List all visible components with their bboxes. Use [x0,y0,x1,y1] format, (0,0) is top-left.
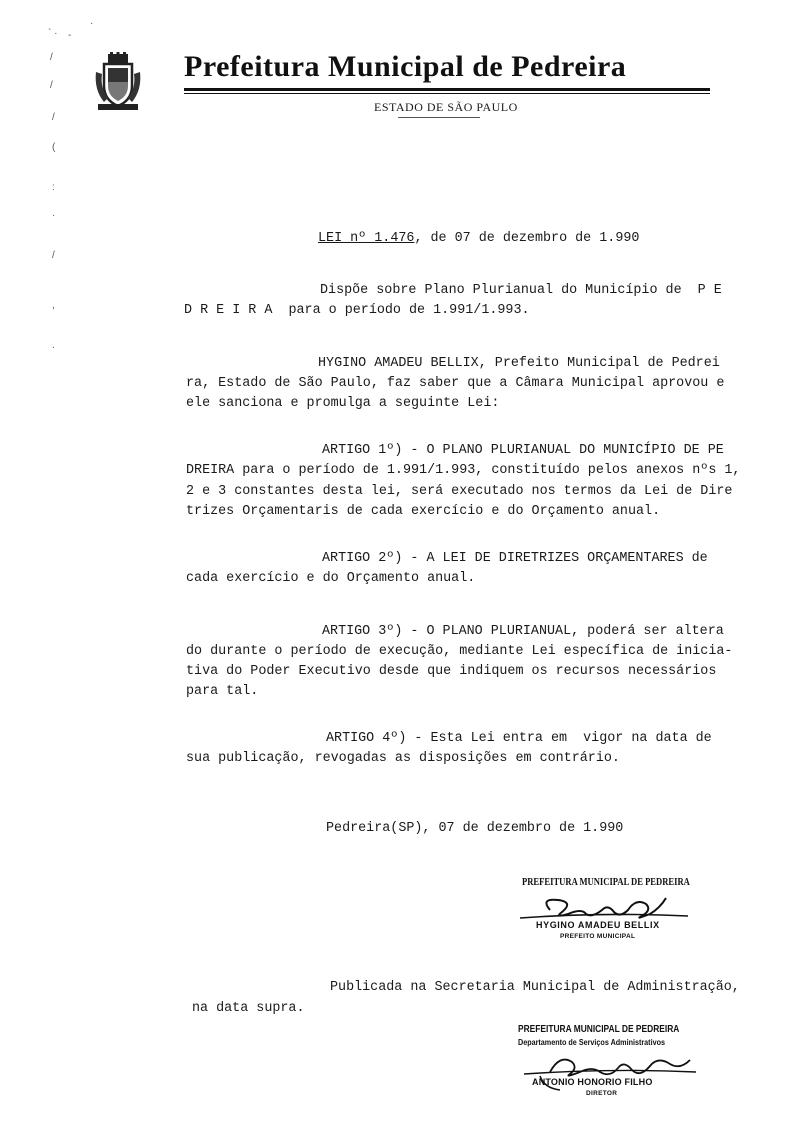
signature2-name: ANTONIO HONORIO FILHO [532,1077,653,1087]
signature1-name: HYGINO AMADEU BELLIX [536,920,660,930]
preamble-line-1: HYGINO AMADEU BELLIX, Prefeito Municipal de Pedrei [318,356,720,371]
signature1-handwritten-signature [510,888,690,924]
law-title [318,228,639,250]
article1-line-4: trizes Orçamentaris de cada exercício e do Orçamento anual. [186,504,661,519]
law-date: , de 07 de dezembro de 1.990 [414,231,640,246]
ementa-line-1: Dispõe sobre Plano Plurianual do Município de P E [320,283,722,298]
article2-line-1: ARTIGO 2º) - A LEI DE DIRETRIZES ORÇAMENTARES de [322,551,708,566]
header-rule [184,88,710,91]
preamble-line-3: ele sanciona e promulga a seguinte Lei: [186,396,500,411]
article3-line-3: tiva do Poder Executivo desde que indiquem os recursos necessários [186,664,717,679]
preamble-line-2: ra, Estado de São Paulo, faz saber que a Câmara Municipal aprovou e [186,376,725,391]
state-label: ESTADO DE SÃO PAULO [374,100,518,114]
article3-line-2: do durante o período de execução, mediante Lei específica de inicia- [186,644,733,659]
place-date: Pedreira(SP), 07 de dezembro de 1.990 [326,821,624,836]
ementa-line-2: D R E I R A para o período de 1.991/1.993. [184,303,530,318]
article2-line-2: cada exercício e do Orçamento anual. [186,571,476,586]
page-title: Prefeitura Municipal de Pedreira [184,50,627,83]
article1-line-1: ARTIGO 1º) - O PLANO PLURIANUAL DO MUNICÍPIO DE PE [322,443,724,458]
article4-line-2: sua publicação, revogadas as disposições em contrário. [186,751,620,766]
publication-line-2: na data supra. [192,1001,305,1016]
signature2-stamp-title: PREFEITURA MUNICIPAL DE PEDREIRA [518,1024,680,1035]
article4-line-1: ARTIGO 4º) - Esta Lei entra em vigor na data de [326,731,712,746]
article3-line-4: para tal. [186,684,259,699]
header-rule-thin [184,93,710,94]
signature1-stamp-title: PREFEITURA MUNICIPAL DE PEDREIRA [522,876,690,888]
signature1-role: PREFEITO MUNICIPAL [560,933,636,940]
publication-line-1: Publicada na Secretaria Municipal de Administração, [330,980,740,995]
signature2-department: Departamento de Serviços Administrativos [518,1038,665,1047]
law-number: LEI nº 1.476 [318,231,415,246]
signature2-role: DIRETOR [586,1090,618,1097]
article1-line-3: 2 e 3 constantes desta lei, será executado nos termos da Lei de Dire [186,484,733,499]
state-underline [398,117,480,118]
coat-of-arms-icon [94,52,142,112]
article1-line-2: DREIRA para o período de 1.991/1.993, constituído pelos anexos nºs 1, [186,463,741,478]
article3-line-1: ARTIGO 3º) - O PLANO PLURIANUAL, poderá ser altera [322,624,724,639]
